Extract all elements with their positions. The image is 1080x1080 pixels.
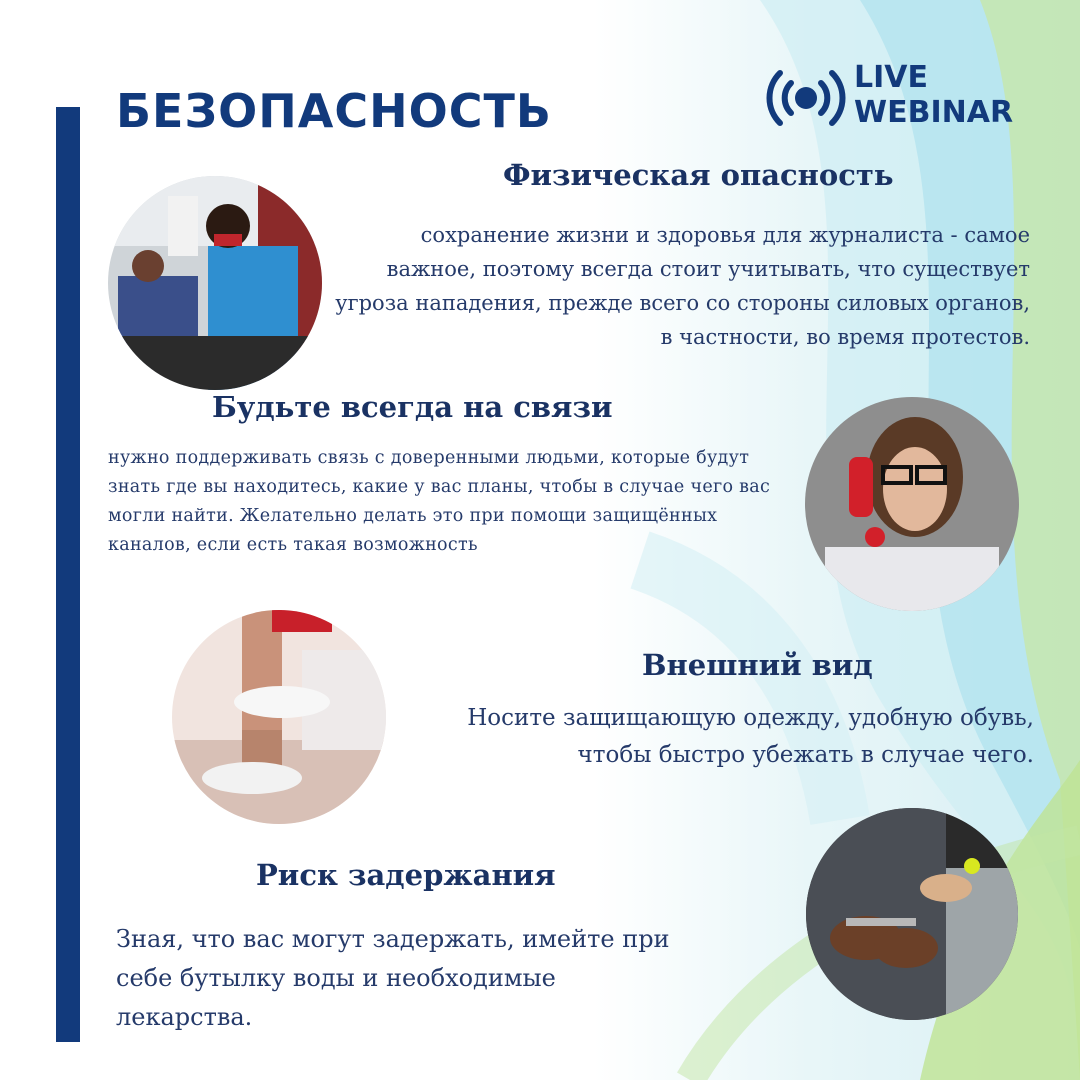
accent-bar <box>56 107 80 1042</box>
protest-photo <box>108 176 322 390</box>
section-heading-appearance: Внешний вид <box>642 648 873 682</box>
badge-webinar-label: WEBINAR <box>854 95 1014 130</box>
page-title: БЕЗОПАСНОСТЬ <box>116 84 552 138</box>
badge-live-label: LIVE <box>854 60 928 95</box>
woman-phone-photo <box>805 397 1019 611</box>
section-heading-stay-connected: Будьте всегда на связи <box>212 390 613 424</box>
broadcast-icon <box>766 66 846 130</box>
section-heading-physical-danger: Физическая опасность <box>503 158 894 192</box>
sneakers-photo <box>172 610 386 824</box>
section-text-stay-connected: нужно поддерживать связь с доверенными людьми, которые будут знать где вы находитесь, какие у вас планы, чтобы в случае чего вас могли найти. Желательно делать это при помощи защищённых каналов, если есть такая возможность <box>108 448 771 555</box>
live-webinar-badge <box>766 60 1036 135</box>
section-text-appearance: Носите защищающую одежду, удобную обувь, чтобы быстро убежать в случае чего. <box>467 705 1034 768</box>
section-text-physical-danger: сохранение жизни и здоровья для журналиста - самое важное, поэтому всегда стоит учитывать, что существует угроза нападения, прежде всего со стороны силовых органов, в частности, во время протестов. <box>335 223 1030 349</box>
handcuffs-photo <box>806 808 1018 1020</box>
section-text-detention-risk: Зная, что вас могут задержать, имейте при себе бутылку воды и необходимые лекарства. <box>116 925 670 1031</box>
section-heading-detention-risk: Риск задержания <box>256 858 556 892</box>
